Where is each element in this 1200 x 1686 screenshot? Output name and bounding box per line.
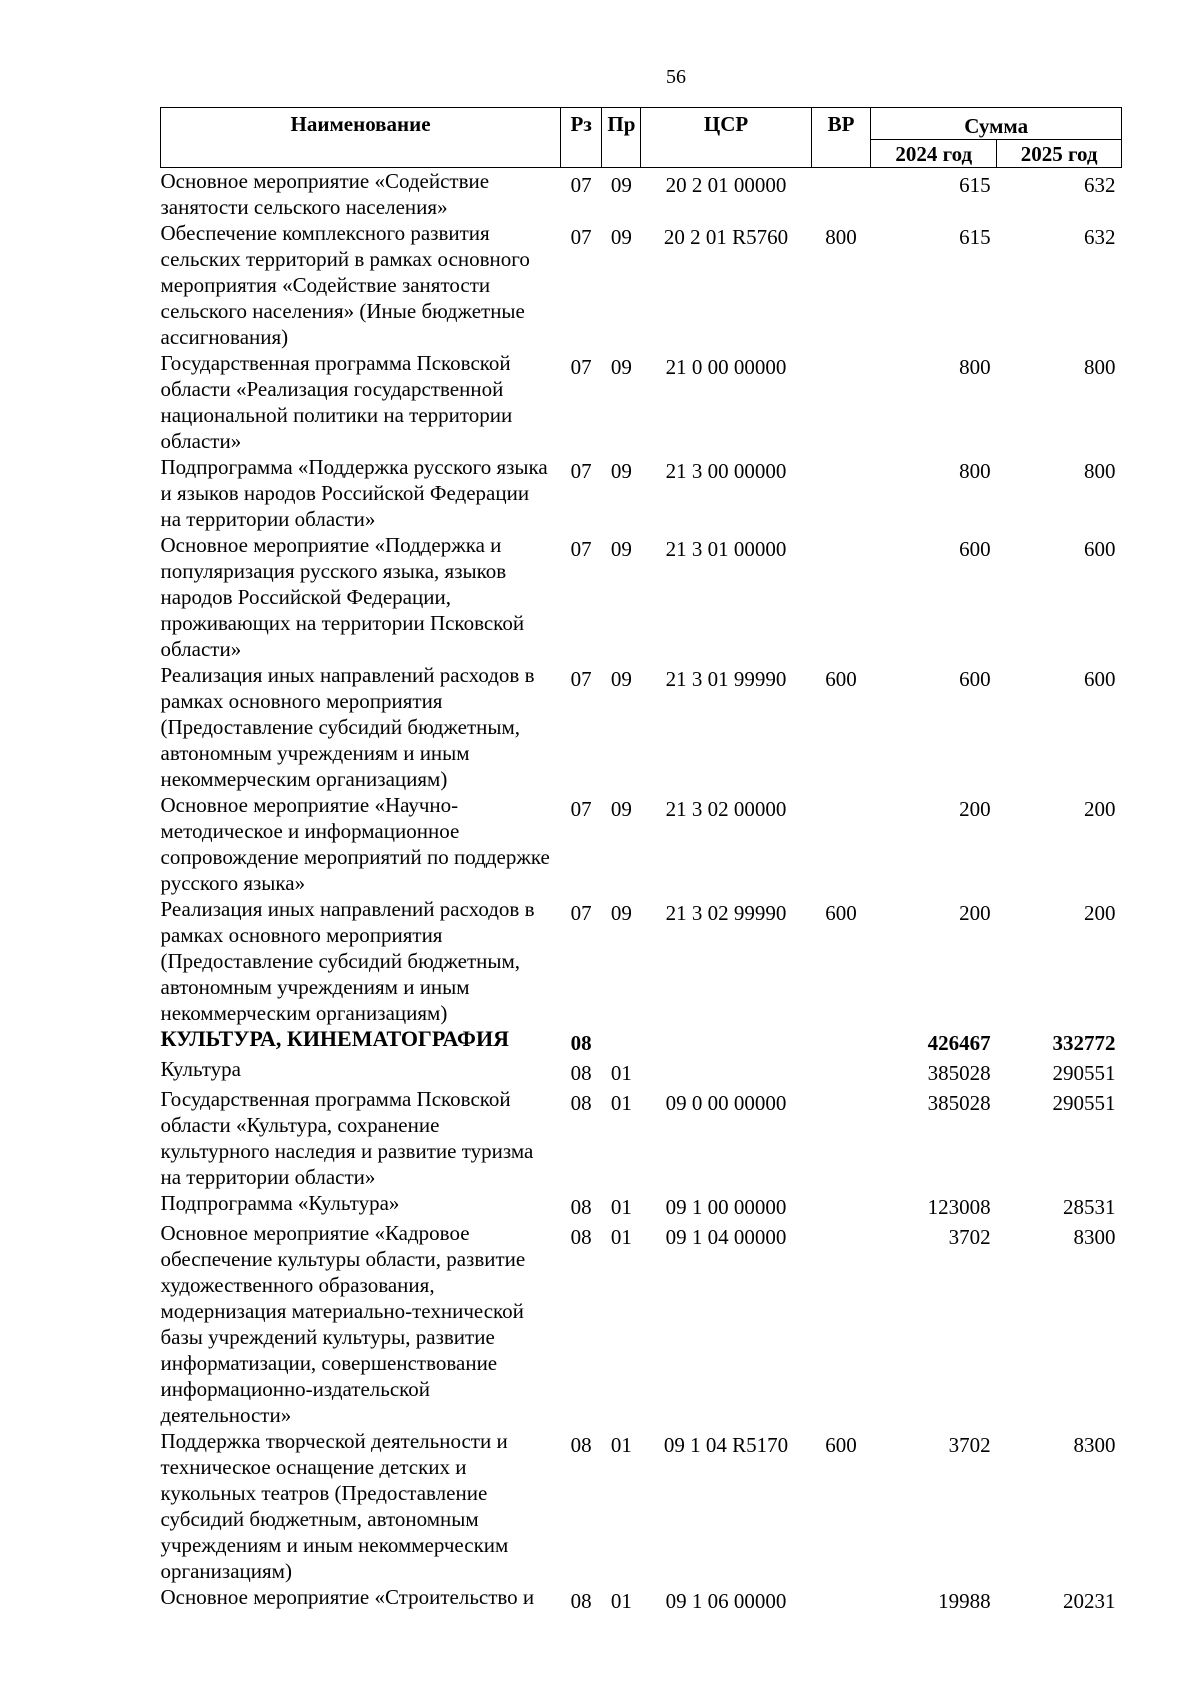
row-pr-value: 09: [610, 901, 632, 925]
row-sum-2025: [997, 1428, 1122, 1584]
row-pr-value: 01: [610, 1589, 632, 1613]
row-rz: [561, 792, 602, 896]
row-sum-2025: [997, 1220, 1122, 1428]
row-sum-2024: [871, 1584, 997, 1614]
row-sum-2024: [871, 1220, 997, 1428]
row-sum-2024: [871, 350, 997, 454]
row-pr-value: 09: [610, 459, 632, 483]
row-csr: [641, 662, 811, 792]
row-pr-value: 09: [610, 667, 632, 691]
row-sum-2024-value: 800: [959, 459, 991, 483]
row-sum-2025-value: 600: [1084, 537, 1116, 561]
row-sum-2024-value: 385028: [927, 1091, 991, 1115]
row-rz: [561, 168, 602, 221]
row-sum-2024-value: 200: [959, 901, 991, 925]
row-sum-2025-value: 800: [1084, 355, 1116, 379]
row-sum-2024: [871, 1026, 997, 1056]
row-csr: [641, 168, 811, 221]
row-sum-2024-value: 426467: [927, 1031, 991, 1055]
row-vr-value: 600: [825, 1433, 857, 1457]
row-name: Подпрограмма «Культура»: [160, 1191, 400, 1215]
row-sum-2024: [871, 1086, 997, 1190]
row-csr-value: 09 1 04 00000: [665, 1225, 787, 1249]
row-name: Реализация иных направлений расходов в рамках основного мероприятия (Предоставление субсидий бюджетным, автономным учреждениям и иным некоммерческим организациям): [160, 897, 535, 1025]
row-sum-2025: [997, 1190, 1122, 1220]
row-vr: [811, 220, 871, 350]
row-csr: [641, 220, 811, 350]
header-rz: Рз: [561, 108, 602, 168]
row-pr: [602, 1220, 641, 1428]
row-sum-2025: [997, 1056, 1122, 1086]
row-sum-2024: [871, 454, 997, 532]
row-rz-value: 08: [570, 1031, 592, 1055]
row-csr-value: 21 3 02 99990: [665, 901, 787, 925]
row-vr: [811, 454, 871, 532]
row-pr-value: 09: [610, 537, 632, 561]
row-rz: [561, 1190, 602, 1220]
table-row: [161, 532, 1122, 662]
header-year-2025: 2025 год: [997, 140, 1122, 168]
row-name: Основное мероприятие «Кадровое обеспечение культуры области, развитие художественного образования, модернизация материально-технической базы учреждений культуры, развитие информатизации, совершенствование информационно-издательской деятельности»: [160, 1221, 526, 1427]
table-row: [161, 1428, 1122, 1584]
row-sum-2024: [871, 792, 997, 896]
row-name: Основное мероприятие «Поддержка и популяризация русского языка, языков народов Российской Федерации, проживающих на территории Псковской области»: [160, 533, 525, 661]
row-sum-2024-value: 800: [959, 355, 991, 379]
row-sum-2024-value: 615: [959, 225, 991, 249]
row-csr-value: 09 1 04 R5170: [663, 1433, 789, 1457]
row-rz: [561, 1584, 602, 1614]
row-rz: [561, 350, 602, 454]
row-sum-2025-value: 8300: [1073, 1433, 1116, 1457]
row-sum-2025: [997, 1584, 1122, 1614]
row-csr: [641, 896, 811, 1026]
row-sum-2025-value: 632: [1084, 225, 1116, 249]
row-sum-2025-value: 290551: [1052, 1091, 1116, 1115]
row-rz: [561, 662, 602, 792]
row-vr-value: [811, 792, 871, 796]
row-sum-2024: [871, 1190, 997, 1220]
row-vr-value: [811, 1026, 871, 1030]
row-sum-2024-value: 615: [959, 173, 991, 197]
row-vr: [811, 168, 871, 221]
row-vr: [811, 792, 871, 896]
row-pr-value: 09: [610, 797, 632, 821]
row-rz: [561, 532, 602, 662]
row-csr: [641, 1086, 811, 1190]
table-row: [161, 896, 1122, 1026]
row-name: Государственная программа Псковской области «Реализация государственной национальной политики на территории области»: [160, 351, 513, 453]
row-pr-value: 01: [610, 1091, 632, 1115]
row-csr: [641, 532, 811, 662]
row-pr-value: 09: [610, 225, 632, 249]
table-row: [161, 662, 1122, 792]
table-row: [161, 1056, 1122, 1086]
row-pr-value: 09: [610, 355, 632, 379]
row-vr-value: 600: [825, 901, 857, 925]
row-sum-2025-value: 332772: [1052, 1031, 1116, 1055]
row-pr: [602, 532, 641, 662]
row-rz-value: 08: [570, 1061, 592, 1085]
row-rz-value: 08: [570, 1225, 592, 1249]
table-row: [161, 454, 1122, 532]
table-body: [161, 168, 1122, 1615]
row-sum-2025-value: 600: [1084, 667, 1116, 691]
row-pr-value: 01: [610, 1433, 632, 1457]
row-sum-2024: [871, 532, 997, 662]
row-vr-value: [811, 454, 871, 458]
row-sum-2025-value: 200: [1084, 797, 1116, 821]
row-pr: [602, 1086, 641, 1190]
row-pr: [602, 1056, 641, 1086]
row-csr-value: 21 3 01 99990: [665, 667, 787, 691]
row-csr-value: 09 1 00 00000: [665, 1195, 787, 1219]
row-name: Основное мероприятие «Научно-методическое и информационное сопровождение мероприятий по поддержке русского языка»: [160, 793, 550, 895]
row-csr: [641, 1220, 811, 1428]
row-pr: [602, 792, 641, 896]
row-vr: [811, 662, 871, 792]
row-vr-value: [811, 1190, 871, 1194]
row-pr-value: 01: [610, 1195, 632, 1219]
row-sum-2024-value: 600: [959, 537, 991, 561]
row-csr: [641, 1584, 811, 1614]
row-vr: [811, 532, 871, 662]
row-name: Культура: [160, 1057, 241, 1081]
budget-table: [160, 107, 1122, 1614]
header-year-2024: 2024 год: [871, 140, 997, 168]
row-pr-value: 01: [610, 1061, 632, 1085]
row-vr-value: [811, 1056, 871, 1060]
row-name: Основное мероприятие «Содействие занятости сельского населения»: [160, 169, 490, 219]
row-pr-value: [602, 1026, 641, 1030]
row-sum-2024-value: 600: [959, 667, 991, 691]
row-rz-value: 07: [570, 667, 592, 691]
row-sum-2025: [997, 792, 1122, 896]
row-vr-value: [811, 532, 871, 536]
row-name: КУЛЬТУРА, КИНЕМАТОГРАФИЯ: [160, 1026, 509, 1051]
row-sum-2024: [871, 662, 997, 792]
row-pr: [602, 1428, 641, 1584]
table-header: [161, 108, 1122, 168]
row-rz-value: 07: [570, 225, 592, 249]
row-vr: [811, 1190, 871, 1220]
row-pr: [602, 350, 641, 454]
row-vr-value: [811, 1584, 871, 1588]
row-pr-value: 01: [610, 1225, 632, 1249]
row-sum-2025-value: 20231: [1063, 1589, 1116, 1613]
table-row: [161, 1584, 1122, 1614]
row-csr-value: 21 3 00 00000: [665, 459, 787, 483]
row-vr-value: [811, 168, 871, 172]
row-pr: [602, 1190, 641, 1220]
row-name: Основное мероприятие «Строительство и: [160, 1585, 535, 1609]
row-sum-2025: [997, 896, 1122, 1026]
row-rz-value: 08: [570, 1195, 592, 1219]
row-sum-2025: [997, 1026, 1122, 1056]
row-pr: [602, 1026, 641, 1056]
row-sum-2025-value: 28531: [1063, 1195, 1116, 1219]
row-sum-2024-value: 3702: [948, 1433, 991, 1457]
row-csr-value: 20 2 01 R5760: [663, 225, 789, 249]
row-rz-value: 07: [570, 355, 592, 379]
row-rz-value: 08: [570, 1091, 592, 1115]
row-pr: [602, 454, 641, 532]
row-rz-value: 07: [570, 459, 592, 483]
row-csr-value: 09 0 00 00000: [665, 1091, 787, 1115]
row-vr: [811, 896, 871, 1026]
row-rz-value: 07: [570, 173, 592, 197]
row-sum-2024: [871, 168, 997, 221]
row-csr: [641, 454, 811, 532]
header-csr: ЦСР: [641, 108, 811, 168]
row-sum-2025-value: 8300: [1073, 1225, 1116, 1249]
row-pr: [602, 220, 641, 350]
row-sum-2024-value: 3702: [948, 1225, 991, 1249]
row-vr: [811, 1056, 871, 1086]
row-vr-value: 800: [825, 225, 857, 249]
row-sum-2024-value: 123008: [927, 1195, 991, 1219]
row-rz-value: 08: [570, 1433, 592, 1457]
row-csr: [641, 1428, 811, 1584]
row-sum-2025-value: 200: [1084, 901, 1116, 925]
row-vr: [811, 350, 871, 454]
row-rz-value: 07: [570, 537, 592, 561]
row-vr: [811, 1584, 871, 1614]
row-sum-2025: [997, 662, 1122, 792]
row-name: Обеспечение комплексного развития сельских территорий в рамках основного мероприятия «Содействие занятости сельского населения» (Иные бюджетные ассигнования): [160, 221, 530, 349]
row-sum-2025: [997, 454, 1122, 532]
row-sum-2025-value: 290551: [1052, 1061, 1116, 1085]
row-pr: [602, 1584, 641, 1614]
row-rz-value: 08: [570, 1589, 592, 1613]
row-sum-2024: [871, 1428, 997, 1584]
row-name: Государственная программа Псковской области «Культура, сохранение культурного наследия и развитие туризма на территории области»: [160, 1087, 534, 1189]
row-rz: [561, 896, 602, 1026]
table-row: [161, 1086, 1122, 1190]
row-vr-value: 600: [825, 667, 857, 691]
row-csr: [641, 350, 811, 454]
row-csr-value: 21 3 02 00000: [665, 797, 787, 821]
row-sum-2024: [871, 1056, 997, 1086]
row-vr-value: [811, 1220, 871, 1224]
table-row: [161, 350, 1122, 454]
table-row: [161, 1190, 1122, 1220]
row-vr: [811, 1086, 871, 1190]
row-sum-2025: [997, 168, 1122, 221]
row-csr-value: 09 1 06 00000: [665, 1589, 787, 1613]
row-sum-2024: [871, 896, 997, 1026]
row-name: Поддержка творческой деятельности и техническое оснащение детских и кукольных театров (Предоставление субсидий бюджетным, автономным учреждениям и иным некоммерческим организациям): [160, 1429, 509, 1583]
row-rz: [561, 1026, 602, 1056]
header-vr: ВР: [811, 108, 871, 168]
row-pr-value: 09: [610, 173, 632, 197]
row-rz: [561, 1220, 602, 1428]
row-sum-2024: [871, 220, 997, 350]
row-sum-2025: [997, 1086, 1122, 1190]
row-csr-value: 21 0 00 00000: [665, 355, 787, 379]
row-sum-2025: [997, 220, 1122, 350]
row-pr: [602, 168, 641, 221]
header-pr: Пр: [602, 108, 641, 168]
row-csr: [641, 1190, 811, 1220]
row-csr-value: [641, 1026, 811, 1030]
row-pr: [602, 896, 641, 1026]
row-csr: [641, 1056, 811, 1086]
row-vr: [811, 1220, 871, 1428]
row-csr: [641, 792, 811, 896]
table-row: [161, 1026, 1122, 1056]
table-row: [161, 168, 1122, 221]
row-rz: [561, 454, 602, 532]
page-number: 56: [666, 66, 686, 88]
row-rz: [561, 220, 602, 350]
row-sum-2025: [997, 350, 1122, 454]
row-name: Реализация иных направлений расходов в рамках основного мероприятия (Предоставление субсидий бюджетным, автономным учреждениям и иным некоммерческим организациям): [160, 663, 535, 791]
row-sum-2024-value: 19988: [938, 1589, 991, 1613]
row-sum-2024-value: 200: [959, 797, 991, 821]
row-rz: [561, 1428, 602, 1584]
row-vr: [811, 1026, 871, 1056]
row-rz: [561, 1086, 602, 1190]
row-vr: [811, 1428, 871, 1584]
row-vr-value: [811, 350, 871, 354]
table-row: [161, 1220, 1122, 1428]
row-csr-value: 20 2 01 00000: [665, 173, 787, 197]
row-sum-2024-value: 385028: [927, 1061, 991, 1085]
header-name: Наименование: [161, 108, 561, 168]
table-row: [161, 220, 1122, 350]
row-csr-value: [641, 1056, 811, 1060]
table-row: [161, 792, 1122, 896]
header-sum: Сумма: [871, 108, 1122, 140]
row-csr: [641, 1026, 811, 1056]
row-rz-value: 07: [570, 901, 592, 925]
row-name: Подпрограмма «Поддержка русского языка и языков народов Российской Федерации на территории области»: [160, 455, 548, 531]
row-rz-value: 07: [570, 797, 592, 821]
row-csr-value: 21 3 01 00000: [665, 537, 787, 561]
row-sum-2025-value: 632: [1084, 173, 1116, 197]
row-sum-2025-value: 800: [1084, 459, 1116, 483]
row-rz: [561, 1056, 602, 1086]
row-vr-value: [811, 1086, 871, 1090]
row-pr: [602, 662, 641, 792]
row-sum-2025: [997, 532, 1122, 662]
